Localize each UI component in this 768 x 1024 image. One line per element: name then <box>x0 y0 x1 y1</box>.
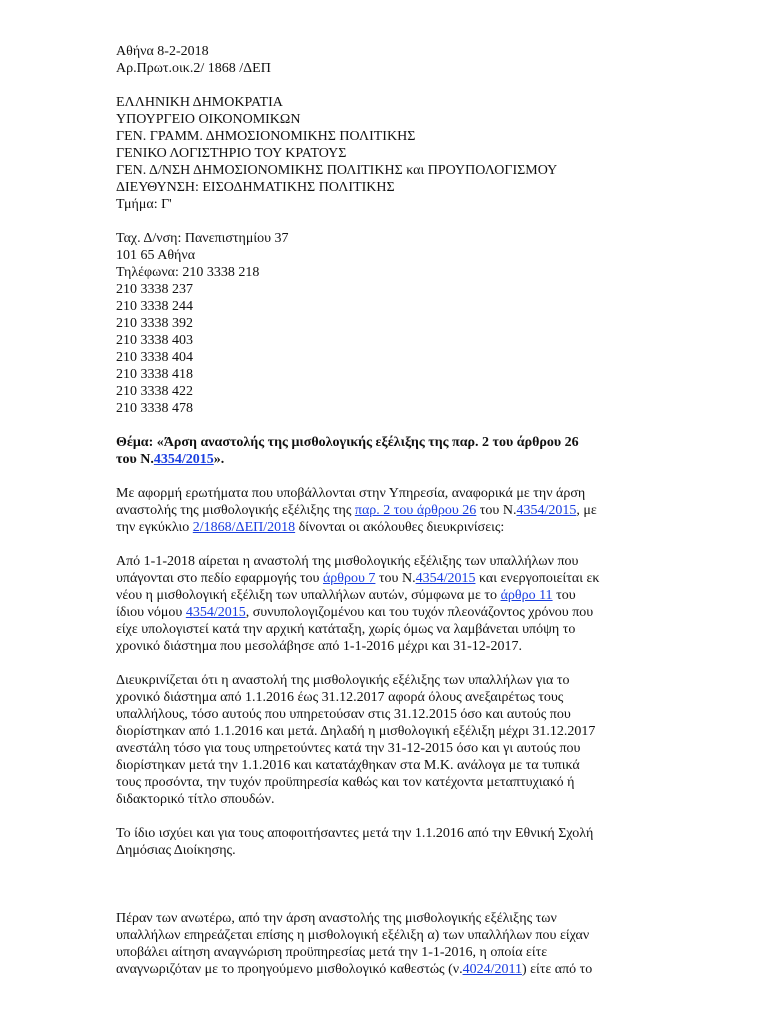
paragraph-text: του Ν. <box>375 571 416 586</box>
paragraph-line: Πέραν των ανωτέρω, από την άρση αναστολής της μισθολογικής εξέλιξης των <box>116 911 557 926</box>
paragraph-line: είχε υπολογιστεί κατά την αρχική κατάταξη, χωρίς όμως να λαμβάνεται υπόψη το <box>116 622 576 637</box>
protocol-number: Αρ.Πρωτ.οικ.2/ 1868 /ΔΕΠ <box>116 61 271 76</box>
paragraph-line: διορίστηκαν μετά την 1.1.2016 και κατατάχθηκαν στα Μ.Κ. ανάλογα με τα τυπικά <box>116 758 580 773</box>
paragraph-text: , συνυπολογιζομένου και του τυχόν πλεονάζοντος χρόνου που <box>245 605 594 620</box>
paragraph-lifting <box>116 553 646 655</box>
subject-line: Θέμα: «Άρση αναστολής της μισθολογικής εξέλιξης της παρ. 2 του άρθρου 26 <box>116 435 579 450</box>
phone-number: 210 3338 244 <box>116 299 193 314</box>
paragraph-text: και ενεργοποιείται εκ <box>475 571 600 586</box>
paragraph-text: δίνονται οι ακόλουθες διευκρινίσεις: <box>295 520 505 535</box>
paragraph-text: ) είτε από το <box>521 962 593 977</box>
authority-line: ΓΕΝΙΚΟ ΛΟΓΙΣΤΗΡΙΟ ΤΟΥ ΚΡΑΤΟΥΣ <box>116 146 347 161</box>
paragraph-text: υπάγονται στο πεδίο εφαρμογής του <box>116 571 323 586</box>
paragraph-clarification <box>116 672 646 808</box>
paragraph-text: του Ν. <box>476 503 517 518</box>
paragraph-line <box>116 961 646 978</box>
phone-number: 210 3338 392 <box>116 316 193 331</box>
postal-address: Ταχ. Δ/νση: Πανεπιστημίου 37 <box>116 231 289 246</box>
paragraph-line: Το ίδιο ισχύει και για τους αποφοιτήσαντες μετά την 1.1.2016 από την Εθνική Σχολή <box>116 826 594 841</box>
paragraph-text: αναγνωριζόταν με το προηγούμενο μισθολογικό καθεστώς (ν. <box>116 962 463 977</box>
paragraph-text: την εγκύκλιο <box>116 520 193 535</box>
paragraph-line: διδακτορικό τίτλο σπουδών. <box>116 792 275 807</box>
subject-text: ». <box>213 452 225 467</box>
paragraph-additional <box>116 910 646 978</box>
article-link[interactable]: παρ. 2 του άρθρου 26 <box>354 503 477 518</box>
article-link[interactable]: άρθρου 7 <box>322 571 376 586</box>
paragraph-line <box>116 502 646 519</box>
law-link[interactable]: 4354/2015 <box>185 605 246 620</box>
subject-heading <box>116 434 646 468</box>
paragraph-line: τους προσόντα, την τυχόν προϋπηρεσία καθώς και τον κατέχοντα μεταπτυχιακό ή <box>116 775 575 790</box>
paragraph-line: Δημόσιας Διοίκησης. <box>116 843 236 858</box>
phone-number: 210 3338 418 <box>116 367 193 382</box>
paragraph-line: υπαλλήλους, τόσο αυτούς που υπηρετούσαν στις 31.12.2015 όσο και αυτούς που <box>116 707 571 722</box>
authority-line: ΓΕΝ. Δ/ΝΣΗ ΔΗΜΟΣΙΟΝΟΜΙΚΗΣ ΠΟΛΙΤΙΚΗΣ και ΠΡΟΥΠΟΛΟΓΙΣΜΟΥ <box>116 163 558 178</box>
paragraph-line <box>116 587 646 604</box>
paragraph-text: του <box>552 588 576 603</box>
phone-number: 210 3338 422 <box>116 384 193 399</box>
authority-line: ΥΠΟΥΡΓΕΙΟ ΟΙΚΟΝΟΜΙΚΩΝ <box>116 112 301 127</box>
paragraph-text: ίδιου νόμου <box>116 605 186 620</box>
contact-block <box>116 230 646 417</box>
authority-line: ΔΙΕΥΘΥΝΣΗ: ΕΙΣΟΔΗΜΑΤΙΚΗΣ ΠΟΛΙΤΙΚΗΣ <box>116 180 395 195</box>
subject-line <box>116 451 646 468</box>
paragraph-line: ανεστάλη τόσο για τους υπηρετούντες κατά την 31-12-2015 όσο και γι αυτούς που <box>116 741 581 756</box>
phones-label: Τηλέφωνα: 210 3338 218 <box>116 265 260 280</box>
phone-number: 210 3338 237 <box>116 282 193 297</box>
authority-line: ΓΕΝ. ΓΡΑΜΜ. ΔΗΜΟΣΙΟΝΟΜΙΚΗΣ ΠΟΛΙΤΙΚΗΣ <box>116 129 416 144</box>
phone-number: 210 3338 404 <box>116 350 193 365</box>
paragraph-text: , με <box>576 503 597 518</box>
paragraph-line: διορίστηκαν από 1.1.2016 και μετά. Δηλαδή η μισθολογική εξέλιξη μέχρι 31.12.2017 <box>116 724 596 739</box>
paragraph-line: Από 1-1-2018 αίρεται η αναστολή της μισθολογικής εξέλιξης των υπαλλήλων που <box>116 554 579 569</box>
article-link[interactable]: άρθρο 11 <box>500 588 553 603</box>
paragraph-intro <box>116 485 646 536</box>
phone-number: 210 3338 403 <box>116 333 193 348</box>
paragraph-graduates <box>116 825 646 859</box>
paragraph-line: χρονικό διάστημα που μεσολάβησε από 1-1-2016 μέχρι και 31-12-2017. <box>116 639 522 654</box>
issuing-authority-block <box>116 94 646 213</box>
paragraph-line: υπαλλήλων επηρεάζεται επίσης η μισθολογική εξέλιξη α) των υπαλλήλων που είχαν <box>116 928 590 943</box>
law-link[interactable]: 4354/2015 <box>153 452 214 467</box>
postal-city: 101 65 Αθήνα <box>116 248 196 263</box>
document-date: Αθήνα 8-2-2018 <box>116 44 209 59</box>
paragraph-line: υποβάλει αίτηση αναγνώριση προϋπηρεσίας μετά την 1-1-2016, η οποία είτε <box>116 945 548 960</box>
paragraph-text: νέου η μισθολογική εξέλιξη των υπαλλήλων αυτών, σύμφωνα με το <box>116 588 501 603</box>
department-line: Τμήμα: Γ' <box>116 197 172 212</box>
law-link[interactable]: 4024/2011 <box>462 962 522 977</box>
law-link[interactable]: 4354/2015 <box>516 503 577 518</box>
law-link[interactable]: 4354/2015 <box>415 571 476 586</box>
paragraph-line: χρονικό διάστημα από 1.1.2016 έως 31.12.2017 αφορά όλους ανεξαιρέτως τους <box>116 690 564 705</box>
paragraph-line <box>116 604 646 621</box>
paragraph-line: Διευκρινίζεται ότι η αναστολή της μισθολογικής εξέλιξης των υπαλλήλων για το <box>116 673 570 688</box>
authority-line: ΕΛΛΗΝΙΚΗ ΔΗΜΟΚΡΑΤΙΑ <box>116 95 283 110</box>
subject-text: του Ν. <box>116 452 154 467</box>
circular-link[interactable]: 2/1868/ΔΕΠ/2018 <box>192 520 296 535</box>
document-body <box>116 43 646 978</box>
paragraph-line <box>116 570 646 587</box>
phone-number: 210 3338 478 <box>116 401 193 416</box>
paragraph-line: Με αφορμή ερωτήματα που υποβάλλονται στην Υπηρεσία, αναφορικά με την άρση <box>116 486 586 501</box>
paragraph-text: αναστολής της μισθολογικής εξέλιξης της <box>116 503 355 518</box>
paragraph-line <box>116 519 646 536</box>
